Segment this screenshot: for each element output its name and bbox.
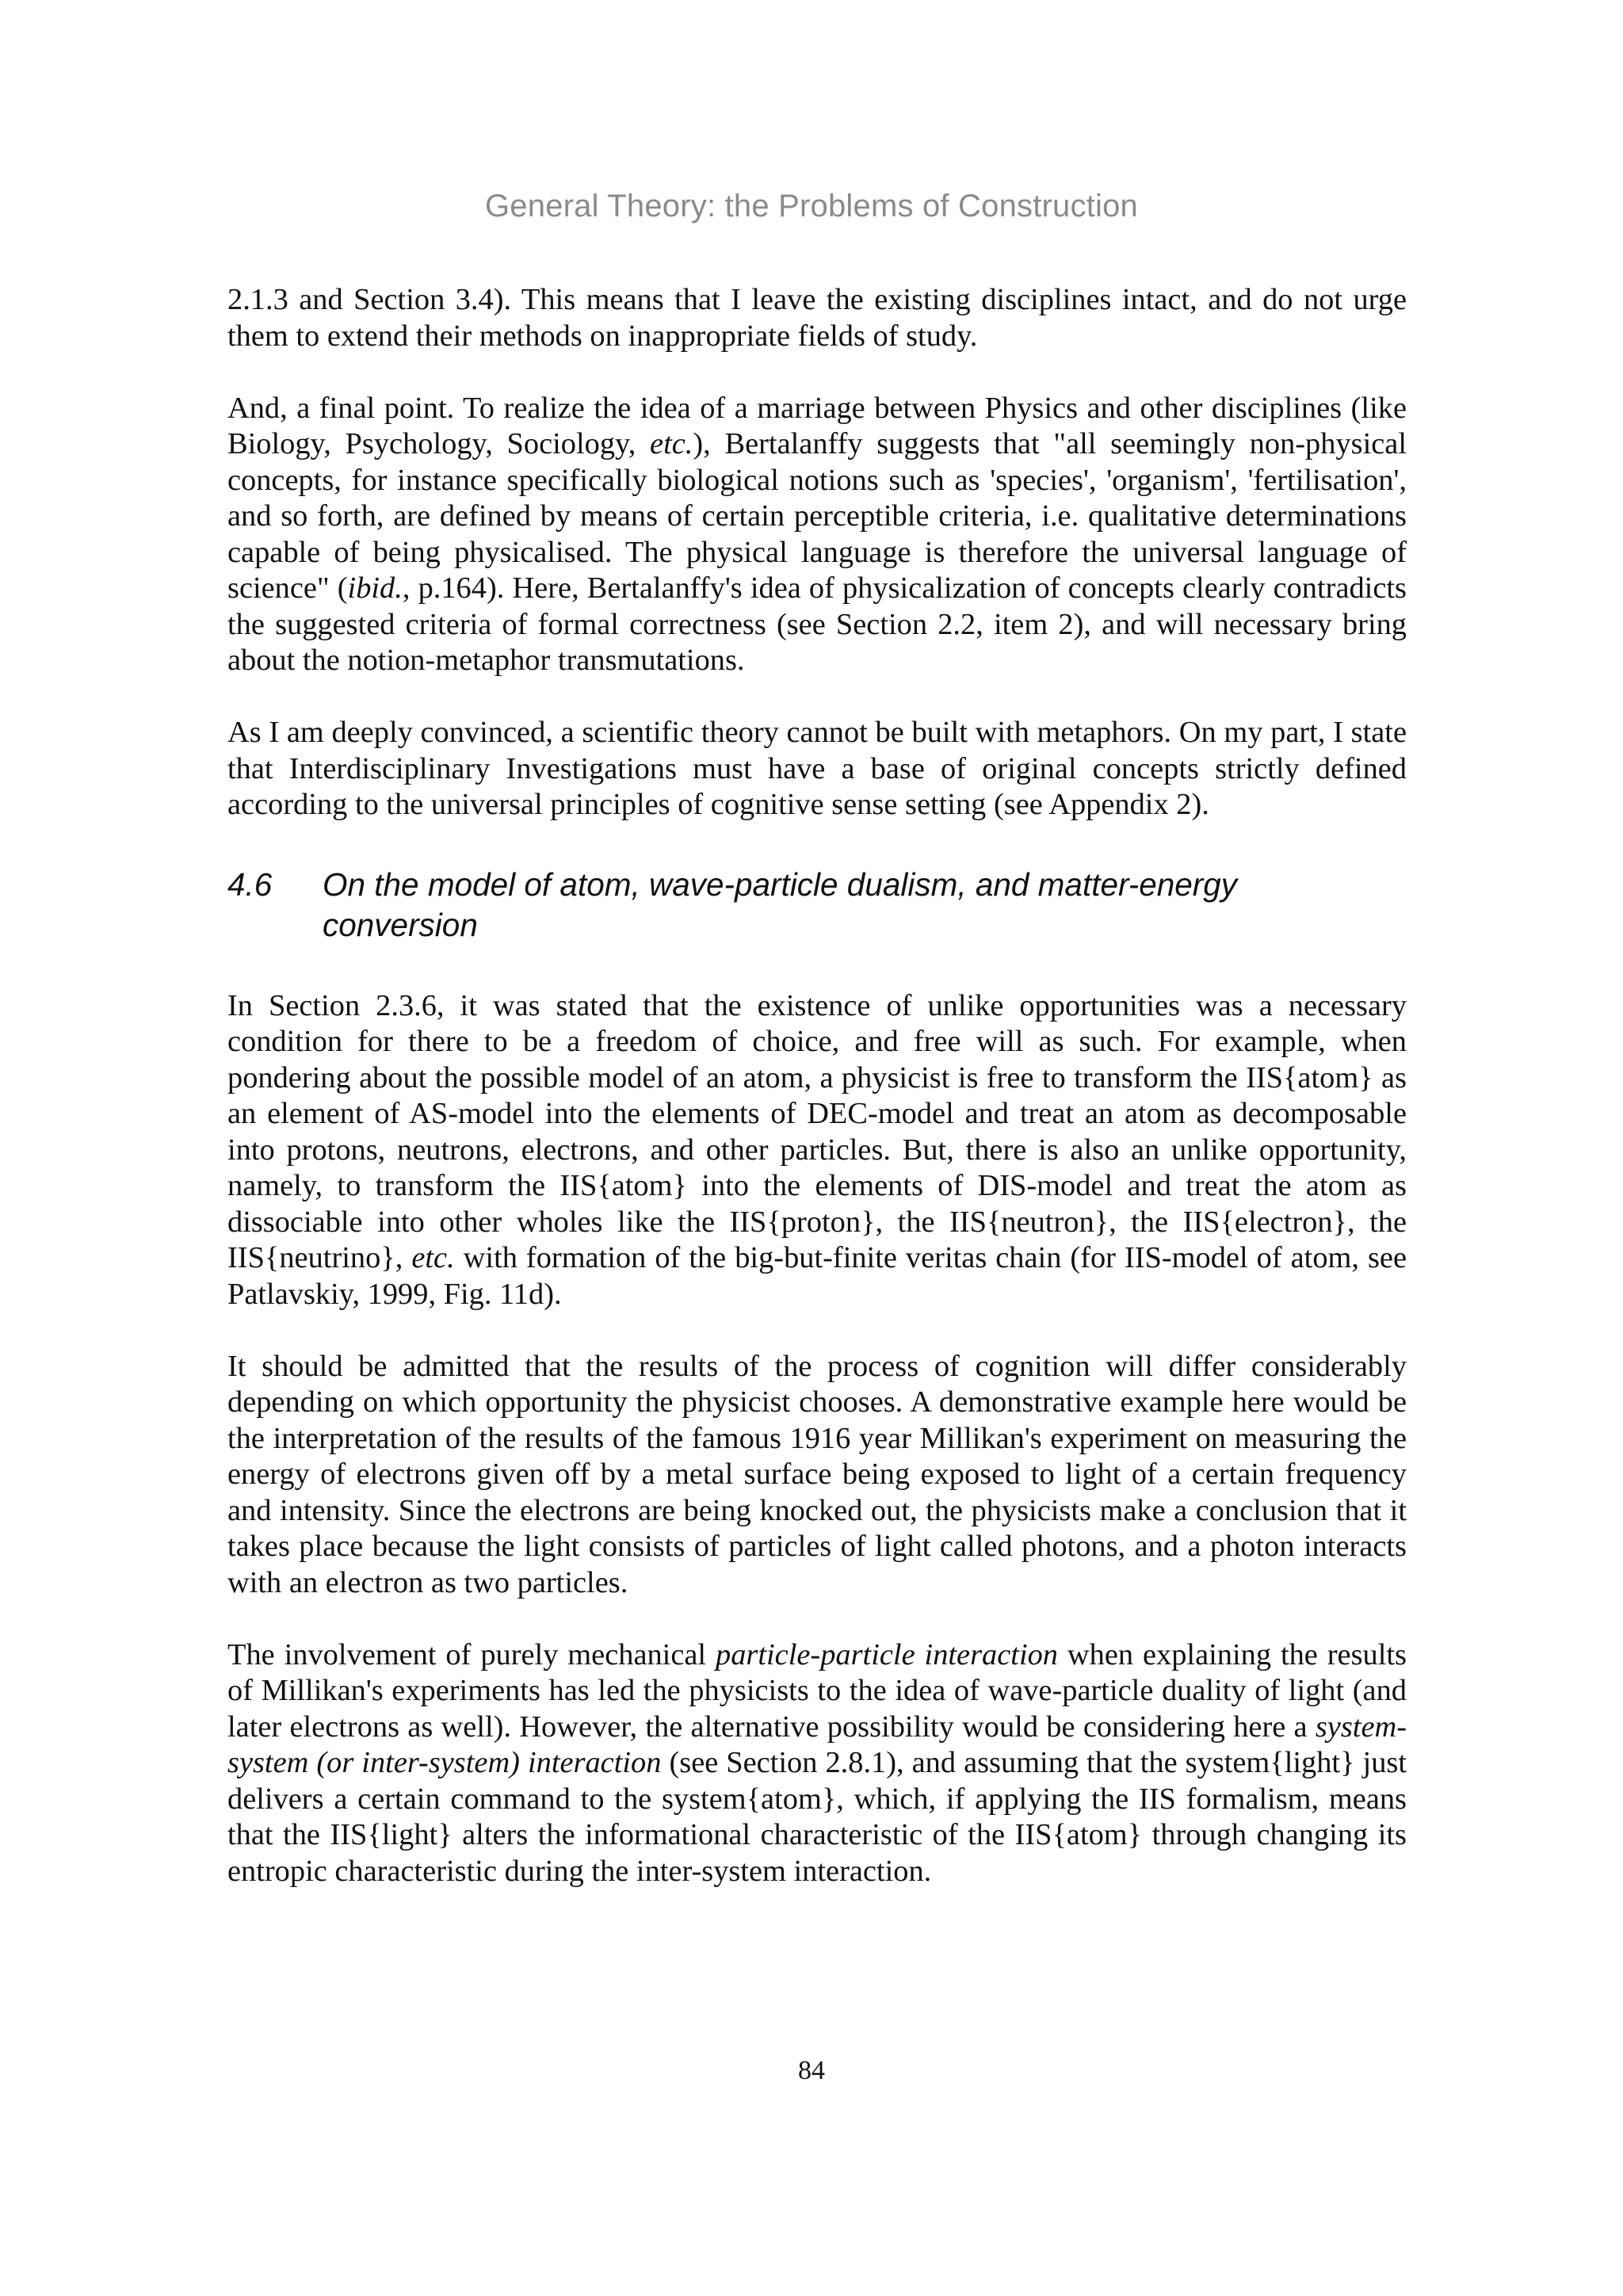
paragraph-text: As I am deeply convinced, a scientific theory cannot be built with metaphors. On my part, I state that Interdisciplinary Investigations must have a base of original concepts strictly defined according to the universal principles of cognitive sense setting (see Appendix 2). [227, 716, 1407, 821]
paragraph-text: , p.164). Here, Bertalanffy's idea of physicalization of concepts clearly contradicts the suggested criteria of formal correctness (see Section 2.2, item 2), and will necessary bring about the notion-metaphor transmutations. [227, 571, 1407, 677]
paragraph-text: It should be admitted that the results of the process of cognition will differ considerably depending on which opportunity the physicist chooses. A demonstrative example here would be the interpretation of the results of the famous 1916 year Millikan's experiment on measuring the energy of electrons given off by a metal surface being exposed to light of a certain frequency and intensity. Since the electrons are being knocked out, the physicists make a conclusion that it takes place because the light consists of particles of light called photons, and a photon interacts with an electron as two particles. [227, 1349, 1407, 1599]
paragraph-millikan [227, 1349, 1407, 1602]
italic-text: particle-particle interaction [716, 1637, 1058, 1671]
running-header: General Theory: the Problems of Construction [484, 189, 1138, 223]
paragraph-interaction [227, 1637, 1407, 1890]
section-heading [227, 865, 1407, 946]
paragraph-text: In Section 2.3.6, it was stated that the existence of unlike opportunities was a necessary condition for there to be a freedom of choice, and free will as such. For example, when pondering about the possible model of an atom, a physicist is free to transform the IIS{atom} as an element of AS-model into the elements of DEC-model and treat an atom as decomposable into protons, neutrons, electrons, and other particles. But, there is also an unlike opportunity, namely, to transform the IIS{atom} into the elements of DIS-model and treat the atom as dissociable into other wholes like the IIS{proton}, the IIS{neutron}, the IIS{electron}, the IIS{neutrino}, [227, 988, 1407, 1274]
page-number: 84 [798, 2056, 825, 2085]
paragraph-text: when explaining the results of Millikan's experiments has led the physicists to the idea of wave-particle duality of light (and later electrons as well). However, the alternative possibility would be considering here a [227, 1637, 1407, 1744]
paragraph-bertalanffy [227, 391, 1407, 679]
paragraph-text: with formation of the big-but-finite veritas chain (for IIS-model of atom, see Patlavskiy, 1999, Fig. 11d). [227, 1241, 1407, 1311]
paragraph-text: And, a final point. To realize the idea of a marriage between Physics and other disciplines (like Biology, Psychology, Sociology, [227, 391, 1407, 460]
paragraph-text: ), Bertalanffy suggests that "all seemingly non-physical concepts, for instance specifically biological notions such as 'species', 'organism', 'fertilisation', and so forth, are defined by means of certain perceptible criteria, i.e. qualitative determinations capable of being physicalised. The physical language is therefore the universal language of science" ( [227, 427, 1407, 605]
section-title: On the model of atom, wave-particle dualism, and matter-energy conversion [323, 865, 1238, 943]
paragraph-metaphors [227, 715, 1407, 823]
paragraph-text: 2.1.3 and Section 3.4). This means that I leave the existing disciplines intact, and do not urge them to extend their methods on inappropriate fields of study. [227, 283, 1407, 353]
paragraph-text: The involvement of purely mechanical [227, 1637, 716, 1671]
paragraph-continuation [227, 282, 1407, 354]
body-text [227, 282, 1407, 1889]
italic-text: ibid. [347, 571, 403, 605]
italic-text: etc. [650, 427, 693, 460]
paragraph-atom-model [227, 988, 1407, 1313]
paragraph-text: (see Section 2.8.1), and assuming that the system{light} just delivers a certain command to the system{atom}, which, if applying the IIS formalism, means that the IIS{light} alters the informational characteristic of the IIS{atom} through changing its entropic characteristic during the inter-system interaction. [227, 1746, 1407, 1888]
italic-text: system-system (or inter-system) interaction [227, 1710, 1407, 1779]
italic-text: etc. [411, 1241, 455, 1274]
section-number: 4.6 [227, 865, 273, 903]
